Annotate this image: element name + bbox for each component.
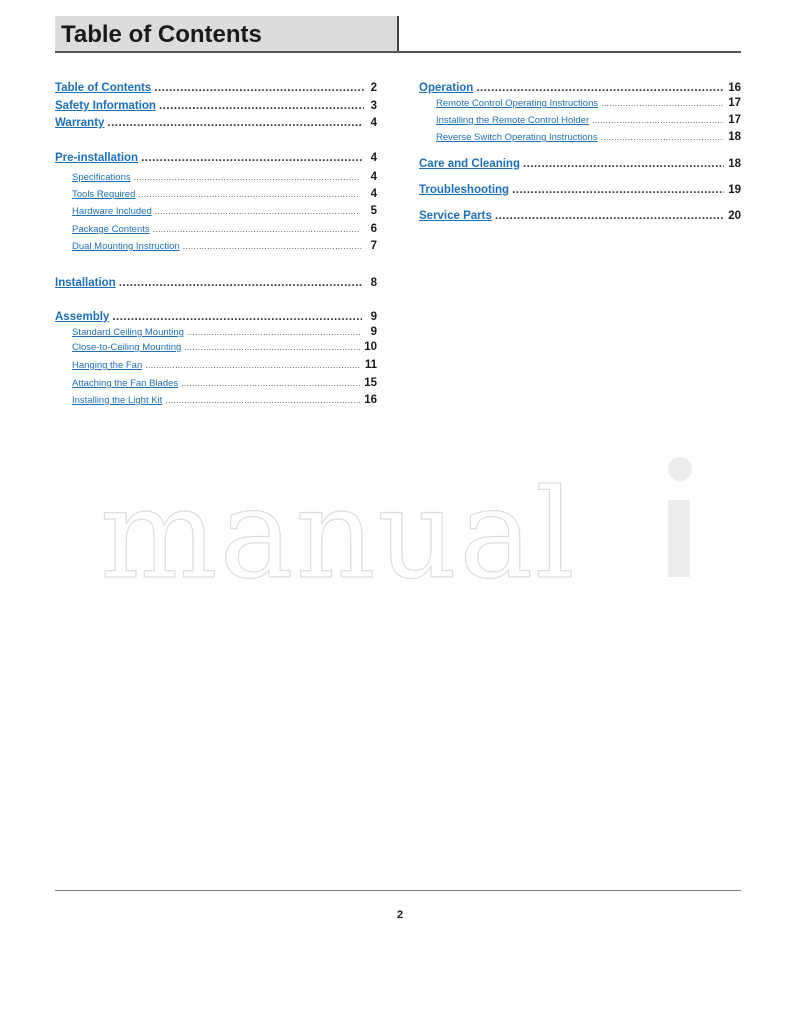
dot-leader — [154, 82, 363, 94]
dot-leader — [159, 100, 364, 112]
toc-entry-label[interactable]: Hardware Included — [72, 206, 152, 217]
dot-leader — [476, 82, 724, 94]
header-rule — [55, 51, 741, 53]
manuali-watermark-logo — [100, 455, 700, 590]
dot-leader — [112, 311, 361, 323]
toc-entry-installing-the-remote-control-holder[interactable] — [436, 114, 741, 128]
page-title: Table of Contents — [61, 21, 262, 48]
toc-entry-page: 2 — [370, 82, 377, 94]
toc-entry-page: 9 — [370, 326, 377, 338]
dot-leader — [141, 152, 363, 164]
toc-entry-page: 6 — [370, 223, 377, 235]
toc-entry-specifications[interactable] — [72, 171, 377, 185]
toc-entry-package-contents[interactable] — [72, 223, 377, 237]
toc-entry-label[interactable]: Hanging the Fan — [72, 360, 143, 371]
dot-leader — [184, 343, 360, 352]
dot-leader — [523, 158, 724, 170]
toc-entry-page: 11 — [364, 359, 377, 371]
toc-entry-page: 9 — [370, 311, 377, 323]
toc-entry-label[interactable]: Table of Contents — [55, 82, 152, 94]
toc-entry-tools-required[interactable] — [72, 188, 377, 202]
toc-entry-hanging-the-fan[interactable] — [72, 359, 377, 373]
dot-leader — [155, 207, 361, 216]
toc-entry-care-and-cleaning[interactable] — [419, 158, 741, 174]
header-title-box — [55, 16, 399, 51]
dot-leader — [119, 277, 362, 289]
toc-entry-safety-information[interactable] — [55, 100, 377, 116]
toc-entry-label[interactable]: Safety Information — [55, 100, 156, 112]
toc-entry-page: 18 — [728, 158, 741, 170]
toc-entry-installing-the-light-kit[interactable] — [72, 394, 377, 408]
footer-rule — [55, 890, 741, 891]
toc-entry-label[interactable]: Service Parts — [419, 210, 492, 222]
toc-entry-label[interactable]: Standard Ceiling Mounting — [72, 327, 184, 338]
toc-entry-label[interactable]: Installing the Light Kit — [72, 395, 163, 406]
toc-entry-page: 20 — [728, 210, 741, 222]
toc-entry-label[interactable]: Package Contents — [72, 224, 150, 235]
toc-entry-warranty[interactable] — [55, 117, 377, 133]
toc-entry-page: 17 — [728, 97, 741, 109]
dot-leader — [592, 116, 724, 125]
dot-leader — [153, 225, 361, 234]
toc-entry-label[interactable]: Pre-installation — [55, 152, 139, 164]
toc-entry-label[interactable]: Care and Cleaning — [419, 158, 520, 170]
dot-leader — [145, 361, 360, 370]
toc-entry-label[interactable]: Remote Control Operating Instructions — [436, 98, 599, 109]
dot-leader — [181, 379, 360, 388]
toc-entry-operation[interactable] — [419, 82, 741, 98]
toc-entry-close-to-ceiling-mounting[interactable] — [72, 341, 377, 355]
toc-entry-page: 5 — [370, 205, 377, 217]
toc-entry-page: 4 — [370, 188, 377, 200]
dot-leader — [187, 328, 362, 337]
dot-leader — [601, 99, 724, 108]
toc-entry-page: 16 — [364, 394, 377, 406]
toc-entry-label[interactable]: Dual Mounting Instruction — [72, 241, 180, 252]
toc-entry-label[interactable]: Attaching the Fan Blades — [72, 378, 179, 389]
toc-entry-label[interactable]: Installing the Remote Control Holder — [436, 115, 590, 126]
toc-entry-label[interactable]: Assembly — [55, 311, 110, 323]
dot-leader — [107, 117, 361, 129]
svg-text:manual: manual — [100, 463, 577, 590]
toc-entry-label[interactable]: Operation — [419, 82, 474, 94]
toc-entry-page: 4 — [370, 171, 377, 183]
toc-entry-page: 8 — [370, 277, 377, 289]
toc-entry-page: 4 — [370, 152, 377, 164]
toc-entry-standard-ceiling-mounting[interactable] — [72, 326, 377, 340]
toc-entry-table-of-contents[interactable] — [55, 82, 377, 98]
toc-entry-troubleshooting[interactable] — [419, 184, 741, 200]
toc-entry-page: 7 — [370, 240, 377, 252]
page-number: 2 — [396, 909, 404, 921]
dot-leader — [138, 190, 359, 199]
toc-entry-page: 16 — [728, 82, 741, 94]
toc-entry-remote-control-operating-instructions[interactable] — [436, 97, 741, 111]
toc-entry-page: 19 — [728, 184, 741, 196]
toc-entry-label[interactable]: Reverse Switch Operating Instructions — [436, 132, 598, 143]
toc-entry-page: 10 — [364, 341, 377, 353]
toc-entry-hardware-included[interactable] — [72, 205, 377, 219]
toc-entry-assembly[interactable] — [55, 311, 377, 327]
toc-entry-page: 3 — [370, 100, 377, 112]
toc-entry-label[interactable]: Troubleshooting — [419, 184, 510, 196]
toc-entry-page: 18 — [728, 131, 741, 143]
toc-entry-label[interactable]: Specifications — [72, 172, 131, 183]
toc-entry-page: 4 — [370, 117, 377, 129]
toc-entry-page: 15 — [364, 377, 377, 389]
toc-entry-dual-mounting-instruction[interactable] — [72, 240, 377, 254]
dot-leader — [183, 242, 362, 251]
dot-leader — [165, 396, 360, 405]
toc-entry-pre-installation[interactable] — [55, 152, 377, 168]
dot-leader — [495, 210, 724, 222]
dot-leader — [601, 133, 725, 142]
toc-entry-label[interactable]: Installation — [55, 277, 116, 289]
toc-entry-label[interactable]: Warranty — [55, 117, 105, 129]
toc-entry-service-parts[interactable] — [419, 210, 741, 226]
toc-entry-attaching-the-fan-blades[interactable] — [72, 377, 377, 391]
toc-entry-reverse-switch-operating-instructions[interactable] — [436, 131, 741, 145]
toc-entry-installation[interactable] — [55, 277, 377, 293]
toc-entry-page: 17 — [728, 114, 741, 126]
toc-entry-label[interactable]: Tools Required — [72, 189, 136, 200]
dot-leader — [512, 184, 724, 196]
toc-entry-label[interactable]: Close-to-Ceiling Mounting — [72, 342, 182, 353]
dot-leader — [134, 173, 360, 182]
